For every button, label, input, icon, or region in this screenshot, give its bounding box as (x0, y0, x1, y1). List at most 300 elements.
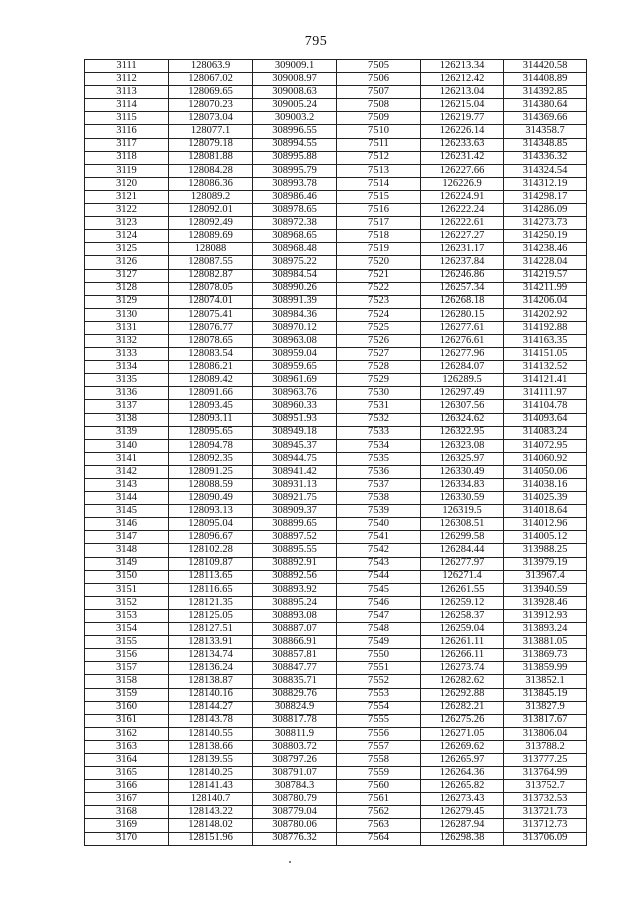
point-id-b-cell: 7518 (337, 230, 421, 243)
table-row (85, 793, 587, 806)
point-id-a-cell: 3134 (85, 361, 169, 374)
point-id-a-cell: 3143 (85, 479, 169, 492)
coord-y-a-cell: 308887.07 (253, 623, 337, 636)
point-id-b-cell: 7542 (337, 544, 421, 557)
coord-x-a-cell: 128139.55 (169, 753, 253, 766)
point-id-b-cell: 7532 (337, 413, 421, 426)
point-id-b-cell: 7560 (337, 780, 421, 793)
coord-y-a-cell: 308995.88 (253, 151, 337, 164)
coord-x-a-cell: 128089.42 (169, 374, 253, 387)
coord-y-b-cell: 314219.57 (504, 269, 587, 282)
point-id-a-cell: 3114 (85, 99, 169, 112)
coord-y-a-cell: 309008.63 (253, 86, 337, 99)
coord-x-a-cell: 128143.22 (169, 806, 253, 819)
coord-x-b-cell: 126277.61 (421, 321, 504, 334)
table-row (85, 269, 587, 282)
point-id-a-cell: 3170 (85, 832, 169, 845)
coord-y-a-cell: 308972.38 (253, 217, 337, 230)
table-row (85, 308, 587, 321)
point-id-a-cell: 3162 (85, 727, 169, 740)
coord-x-b-cell: 126292.88 (421, 688, 504, 701)
point-id-b-cell: 7540 (337, 518, 421, 531)
table-row (85, 439, 587, 452)
coord-y-a-cell: 308961.69 (253, 374, 337, 387)
coord-x-b-cell: 126212.42 (421, 73, 504, 86)
coord-x-a-cell: 128084.28 (169, 164, 253, 177)
coord-y-a-cell: 308970.12 (253, 321, 337, 334)
coord-y-b-cell: 314380.64 (504, 99, 587, 112)
coord-y-a-cell: 308994.55 (253, 138, 337, 151)
coord-y-a-cell: 308797.26 (253, 753, 337, 766)
coord-y-a-cell: 308784.3 (253, 780, 337, 793)
point-id-b-cell: 7535 (337, 452, 421, 465)
coord-x-a-cell: 128082.87 (169, 269, 253, 282)
point-id-b-cell: 7526 (337, 334, 421, 347)
coord-x-a-cell: 128140.25 (169, 767, 253, 780)
point-id-b-cell: 7510 (337, 125, 421, 138)
coord-x-b-cell: 126231.17 (421, 243, 504, 256)
table-row (85, 780, 587, 793)
table-row (85, 479, 587, 492)
point-id-a-cell: 3135 (85, 374, 169, 387)
table-row (85, 86, 587, 99)
coord-x-a-cell: 128063.9 (169, 60, 253, 73)
coord-y-b-cell: 314211.99 (504, 282, 587, 295)
point-id-a-cell: 3139 (85, 426, 169, 439)
point-id-b-cell: 7514 (337, 177, 421, 190)
point-id-a-cell: 3149 (85, 557, 169, 570)
coord-y-a-cell: 308897.52 (253, 531, 337, 544)
table-row (85, 636, 587, 649)
table-row (85, 701, 587, 714)
coord-x-a-cell: 128073.04 (169, 112, 253, 125)
coord-x-b-cell: 126289.5 (421, 374, 504, 387)
coord-y-a-cell: 308986.46 (253, 190, 337, 203)
point-id-a-cell: 3142 (85, 465, 169, 478)
point-id-b-cell: 7554 (337, 701, 421, 714)
table-row (85, 452, 587, 465)
coord-y-b-cell: 314336.32 (504, 151, 587, 164)
coord-y-b-cell: 314324.54 (504, 164, 587, 177)
coord-y-a-cell: 308921.75 (253, 492, 337, 505)
point-id-a-cell: 3153 (85, 609, 169, 622)
coord-y-b-cell: 314348.85 (504, 138, 587, 151)
coord-y-b-cell: 314050.06 (504, 465, 587, 478)
coord-x-a-cell: 128092.49 (169, 217, 253, 230)
coord-x-b-cell: 126330.49 (421, 465, 504, 478)
coord-x-a-cell: 128140.7 (169, 793, 253, 806)
table-row (85, 505, 587, 518)
coord-x-b-cell: 126271.4 (421, 570, 504, 583)
coord-y-a-cell: 308895.55 (253, 544, 337, 557)
coord-y-b-cell: 313979.19 (504, 557, 587, 570)
point-id-b-cell: 7509 (337, 112, 421, 125)
table-row (85, 348, 587, 361)
coord-x-a-cell: 128125.05 (169, 609, 253, 622)
table-row (85, 387, 587, 400)
point-id-a-cell: 3121 (85, 190, 169, 203)
table-row (85, 112, 587, 125)
point-id-a-cell: 3140 (85, 439, 169, 452)
coord-x-b-cell: 126282.21 (421, 701, 504, 714)
table-row (85, 334, 587, 347)
point-id-a-cell: 3156 (85, 649, 169, 662)
coord-y-b-cell: 313988.25 (504, 544, 587, 557)
table-row (85, 125, 587, 138)
coord-x-a-cell: 128141.43 (169, 780, 253, 793)
coord-x-b-cell: 126269.62 (421, 740, 504, 753)
point-id-b-cell: 7546 (337, 596, 421, 609)
coord-y-b-cell: 314104.78 (504, 400, 587, 413)
table-row (85, 806, 587, 819)
point-id-b-cell: 7549 (337, 636, 421, 649)
coord-x-b-cell: 126258.37 (421, 609, 504, 622)
coord-y-b-cell: 314083.24 (504, 426, 587, 439)
point-id-a-cell: 3128 (85, 282, 169, 295)
coord-x-b-cell: 126330.59 (421, 492, 504, 505)
coord-x-b-cell: 126299.58 (421, 531, 504, 544)
point-id-a-cell: 3154 (85, 623, 169, 636)
coord-x-b-cell: 126231.42 (421, 151, 504, 164)
coord-x-b-cell: 126307.56 (421, 400, 504, 413)
coord-y-a-cell: 308995.79 (253, 164, 337, 177)
coord-y-a-cell: 308941.42 (253, 465, 337, 478)
coord-x-a-cell: 128116.65 (169, 583, 253, 596)
coord-y-a-cell: 308990.26 (253, 282, 337, 295)
point-id-b-cell: 7527 (337, 348, 421, 361)
coord-x-b-cell: 126227.66 (421, 164, 504, 177)
point-id-a-cell: 3168 (85, 806, 169, 819)
point-id-b-cell: 7531 (337, 400, 421, 413)
coord-y-a-cell: 308835.71 (253, 675, 337, 688)
coord-x-b-cell: 126264.36 (421, 767, 504, 780)
coord-y-b-cell: 314025.39 (504, 492, 587, 505)
coord-y-a-cell: 308991.39 (253, 295, 337, 308)
point-id-a-cell: 3144 (85, 492, 169, 505)
coord-y-b-cell: 314286.09 (504, 204, 587, 217)
coord-y-b-cell: 313912.93 (504, 609, 587, 622)
table-row (85, 675, 587, 688)
coord-y-a-cell: 309005.24 (253, 99, 337, 112)
point-id-b-cell: 7508 (337, 99, 421, 112)
coord-x-a-cell: 128109.87 (169, 557, 253, 570)
point-id-a-cell: 3126 (85, 256, 169, 269)
table-row (85, 177, 587, 190)
coord-x-a-cell: 128088 (169, 243, 253, 256)
point-id-a-cell: 3130 (85, 308, 169, 321)
coord-y-a-cell: 308803.72 (253, 740, 337, 753)
table-row (85, 295, 587, 308)
coord-y-b-cell: 314060.92 (504, 452, 587, 465)
coord-y-b-cell: 313764.99 (504, 767, 587, 780)
point-id-b-cell: 7537 (337, 479, 421, 492)
coord-y-a-cell: 308978.65 (253, 204, 337, 217)
point-id-b-cell: 7564 (337, 832, 421, 845)
point-id-b-cell: 7557 (337, 740, 421, 753)
coord-x-a-cell: 128088.59 (169, 479, 253, 492)
point-id-b-cell: 7538 (337, 492, 421, 505)
coord-x-a-cell: 128074.01 (169, 295, 253, 308)
table-row (85, 217, 587, 230)
coord-y-b-cell: 313928.46 (504, 596, 587, 609)
point-id-a-cell: 3132 (85, 334, 169, 347)
coord-x-a-cell: 128081.88 (169, 151, 253, 164)
coord-y-a-cell: 308945.37 (253, 439, 337, 452)
coord-y-b-cell: 313893.24 (504, 623, 587, 636)
table-row (85, 557, 587, 570)
point-id-b-cell: 7516 (337, 204, 421, 217)
coord-x-a-cell: 128095.04 (169, 518, 253, 531)
table-row (85, 492, 587, 505)
point-id-b-cell: 7556 (337, 727, 421, 740)
coord-x-b-cell: 126323.08 (421, 439, 504, 452)
point-id-a-cell: 3112 (85, 73, 169, 86)
table-row (85, 465, 587, 478)
point-id-b-cell: 7512 (337, 151, 421, 164)
coord-x-a-cell: 128086.36 (169, 177, 253, 190)
table-row (85, 204, 587, 217)
point-id-a-cell: 3138 (85, 413, 169, 426)
point-id-b-cell: 7559 (337, 767, 421, 780)
coord-y-b-cell: 313806.04 (504, 727, 587, 740)
table-row (85, 688, 587, 701)
table-row (85, 609, 587, 622)
point-id-a-cell: 3111 (85, 60, 169, 73)
coord-y-a-cell: 308963.76 (253, 387, 337, 400)
point-id-a-cell: 3113 (85, 86, 169, 99)
table-row (85, 73, 587, 86)
coord-y-b-cell: 314250.19 (504, 230, 587, 243)
point-id-a-cell: 3157 (85, 662, 169, 675)
coord-y-a-cell: 308959.04 (253, 348, 337, 361)
coord-x-b-cell: 126224.91 (421, 190, 504, 203)
table-row (85, 99, 587, 112)
point-id-b-cell: 7515 (337, 190, 421, 203)
coord-y-a-cell: 308779.04 (253, 806, 337, 819)
table-row (85, 256, 587, 269)
coord-y-a-cell: 308960.33 (253, 400, 337, 413)
coord-x-b-cell: 126259.04 (421, 623, 504, 636)
point-id-b-cell: 7550 (337, 649, 421, 662)
table-row (85, 138, 587, 151)
coord-x-b-cell: 126279.45 (421, 806, 504, 819)
coord-y-a-cell: 308968.65 (253, 230, 337, 243)
coord-x-a-cell: 128093.13 (169, 505, 253, 518)
coord-y-a-cell: 308899.65 (253, 518, 337, 531)
coord-x-b-cell: 126325.97 (421, 452, 504, 465)
coord-y-b-cell: 313967.4 (504, 570, 587, 583)
point-id-b-cell: 7561 (337, 793, 421, 806)
coord-y-b-cell: 314273.73 (504, 217, 587, 230)
point-id-b-cell: 7553 (337, 688, 421, 701)
coord-y-a-cell: 308951.93 (253, 413, 337, 426)
coord-x-b-cell: 126276.61 (421, 334, 504, 347)
point-id-a-cell: 3150 (85, 570, 169, 583)
coordinates-table (84, 59, 587, 846)
point-id-b-cell: 7548 (337, 623, 421, 636)
coord-y-a-cell: 308996.55 (253, 125, 337, 138)
coord-y-b-cell: 313817.67 (504, 714, 587, 727)
coord-x-b-cell: 126277.97 (421, 557, 504, 570)
point-id-a-cell: 3167 (85, 793, 169, 806)
table-row (85, 570, 587, 583)
coord-y-a-cell: 308993.78 (253, 177, 337, 190)
point-id-a-cell: 3115 (85, 112, 169, 125)
coord-x-b-cell: 126222.61 (421, 217, 504, 230)
point-id-b-cell: 7524 (337, 308, 421, 321)
table-row (85, 190, 587, 203)
coord-x-a-cell: 128093.11 (169, 413, 253, 426)
point-id-a-cell: 3145 (85, 505, 169, 518)
coord-x-a-cell: 128133.91 (169, 636, 253, 649)
point-id-a-cell: 3124 (85, 230, 169, 243)
point-id-a-cell: 3151 (85, 583, 169, 596)
coord-y-a-cell: 309008.97 (253, 73, 337, 86)
table-row (85, 832, 587, 845)
table-row (85, 518, 587, 531)
coord-y-b-cell: 313712.73 (504, 819, 587, 832)
point-id-b-cell: 7534 (337, 439, 421, 452)
point-id-a-cell: 3147 (85, 531, 169, 544)
point-id-a-cell: 3125 (85, 243, 169, 256)
point-id-a-cell: 3119 (85, 164, 169, 177)
table-row (85, 60, 587, 73)
coord-y-b-cell: 314420.58 (504, 60, 587, 73)
coord-x-a-cell: 128089.2 (169, 190, 253, 203)
point-id-a-cell: 3146 (85, 518, 169, 531)
point-id-b-cell: 7545 (337, 583, 421, 596)
point-id-b-cell: 7513 (337, 164, 421, 177)
point-id-b-cell: 7529 (337, 374, 421, 387)
coord-y-b-cell: 314408.89 (504, 73, 587, 86)
coord-y-b-cell: 313721.73 (504, 806, 587, 819)
coord-x-a-cell: 128144.27 (169, 701, 253, 714)
point-id-b-cell: 7547 (337, 609, 421, 622)
point-id-b-cell: 7505 (337, 60, 421, 73)
coord-x-b-cell: 126227.27 (421, 230, 504, 243)
coord-y-b-cell: 313706.09 (504, 832, 587, 845)
coord-y-a-cell: 308949.18 (253, 426, 337, 439)
coord-y-b-cell: 313869.73 (504, 649, 587, 662)
coord-y-b-cell: 314358.7 (504, 125, 587, 138)
coord-x-b-cell: 126322.95 (421, 426, 504, 439)
point-id-b-cell: 7543 (337, 557, 421, 570)
table-row (85, 164, 587, 177)
coord-x-a-cell: 128094.78 (169, 439, 253, 452)
coord-x-a-cell: 128089.69 (169, 230, 253, 243)
coord-y-b-cell: 314151.05 (504, 348, 587, 361)
coord-x-a-cell: 128127.51 (169, 623, 253, 636)
coord-x-a-cell: 128143.78 (169, 714, 253, 727)
point-id-b-cell: 7536 (337, 465, 421, 478)
coord-y-b-cell: 313732.53 (504, 793, 587, 806)
coord-y-a-cell: 308893.08 (253, 609, 337, 622)
speck-mark (289, 861, 291, 863)
coord-y-b-cell: 314192.88 (504, 321, 587, 334)
point-id-b-cell: 7558 (337, 753, 421, 766)
table-row (85, 321, 587, 334)
point-id-a-cell: 3166 (85, 780, 169, 793)
point-id-a-cell: 3159 (85, 688, 169, 701)
coord-x-b-cell: 126265.82 (421, 780, 504, 793)
coord-y-b-cell: 313852.1 (504, 675, 587, 688)
coord-x-b-cell: 126273.43 (421, 793, 504, 806)
coord-y-a-cell: 308984.54 (253, 269, 337, 282)
coord-y-b-cell: 314012.96 (504, 518, 587, 531)
table-row (85, 819, 587, 832)
coord-x-a-cell: 128121.35 (169, 596, 253, 609)
coord-y-a-cell: 308892.56 (253, 570, 337, 583)
point-id-b-cell: 7519 (337, 243, 421, 256)
table-row (85, 623, 587, 636)
coord-x-a-cell: 128070.23 (169, 99, 253, 112)
coord-y-a-cell: 308811.9 (253, 727, 337, 740)
coord-y-b-cell: 314238.46 (504, 243, 587, 256)
coord-y-a-cell: 308824.9 (253, 701, 337, 714)
coordinates-table-body (85, 60, 587, 846)
coord-x-b-cell: 126219.77 (421, 112, 504, 125)
coord-x-a-cell: 128091.25 (169, 465, 253, 478)
coord-y-a-cell: 308963.08 (253, 334, 337, 347)
coord-x-a-cell: 128151.96 (169, 832, 253, 845)
coord-y-b-cell: 314392.85 (504, 86, 587, 99)
point-id-b-cell: 7555 (337, 714, 421, 727)
coord-y-a-cell: 308780.79 (253, 793, 337, 806)
coord-y-a-cell: 309009.1 (253, 60, 337, 73)
coord-y-b-cell: 313859.99 (504, 662, 587, 675)
coord-x-b-cell: 126215.04 (421, 99, 504, 112)
coord-x-a-cell: 128076.77 (169, 321, 253, 334)
coord-x-a-cell: 128134.74 (169, 649, 253, 662)
coord-x-b-cell: 126233.63 (421, 138, 504, 151)
point-id-a-cell: 3120 (85, 177, 169, 190)
table-row (85, 282, 587, 295)
point-id-a-cell: 3122 (85, 204, 169, 217)
table-row (85, 531, 587, 544)
coord-x-a-cell: 128090.49 (169, 492, 253, 505)
coord-x-a-cell: 128136.24 (169, 662, 253, 675)
coord-x-a-cell: 128092.01 (169, 204, 253, 217)
coord-x-b-cell: 126268.18 (421, 295, 504, 308)
point-id-b-cell: 7541 (337, 531, 421, 544)
table-row (85, 230, 587, 243)
point-id-b-cell: 7517 (337, 217, 421, 230)
coord-x-b-cell: 126226.14 (421, 125, 504, 138)
coord-x-a-cell: 128148.02 (169, 819, 253, 832)
coord-x-a-cell: 128075.41 (169, 308, 253, 321)
coord-y-a-cell: 308944.75 (253, 452, 337, 465)
point-id-b-cell: 7507 (337, 86, 421, 99)
coord-x-b-cell: 126257.34 (421, 282, 504, 295)
coord-x-b-cell: 126271.05 (421, 727, 504, 740)
coord-y-a-cell: 308776.32 (253, 832, 337, 845)
point-id-b-cell: 7511 (337, 138, 421, 151)
coord-y-b-cell: 314228.04 (504, 256, 587, 269)
coord-y-a-cell: 308984.36 (253, 308, 337, 321)
coord-y-b-cell: 314018.64 (504, 505, 587, 518)
table-row (85, 740, 587, 753)
point-id-a-cell: 3137 (85, 400, 169, 413)
coord-y-b-cell: 314121.41 (504, 374, 587, 387)
coord-x-a-cell: 128079.18 (169, 138, 253, 151)
coord-y-b-cell: 314206.04 (504, 295, 587, 308)
coord-x-b-cell: 126226.9 (421, 177, 504, 190)
point-id-b-cell: 7562 (337, 806, 421, 819)
coord-y-a-cell: 308892.91 (253, 557, 337, 570)
point-id-b-cell: 7523 (337, 295, 421, 308)
coord-x-b-cell: 126319.5 (421, 505, 504, 518)
coord-y-a-cell: 308909.37 (253, 505, 337, 518)
